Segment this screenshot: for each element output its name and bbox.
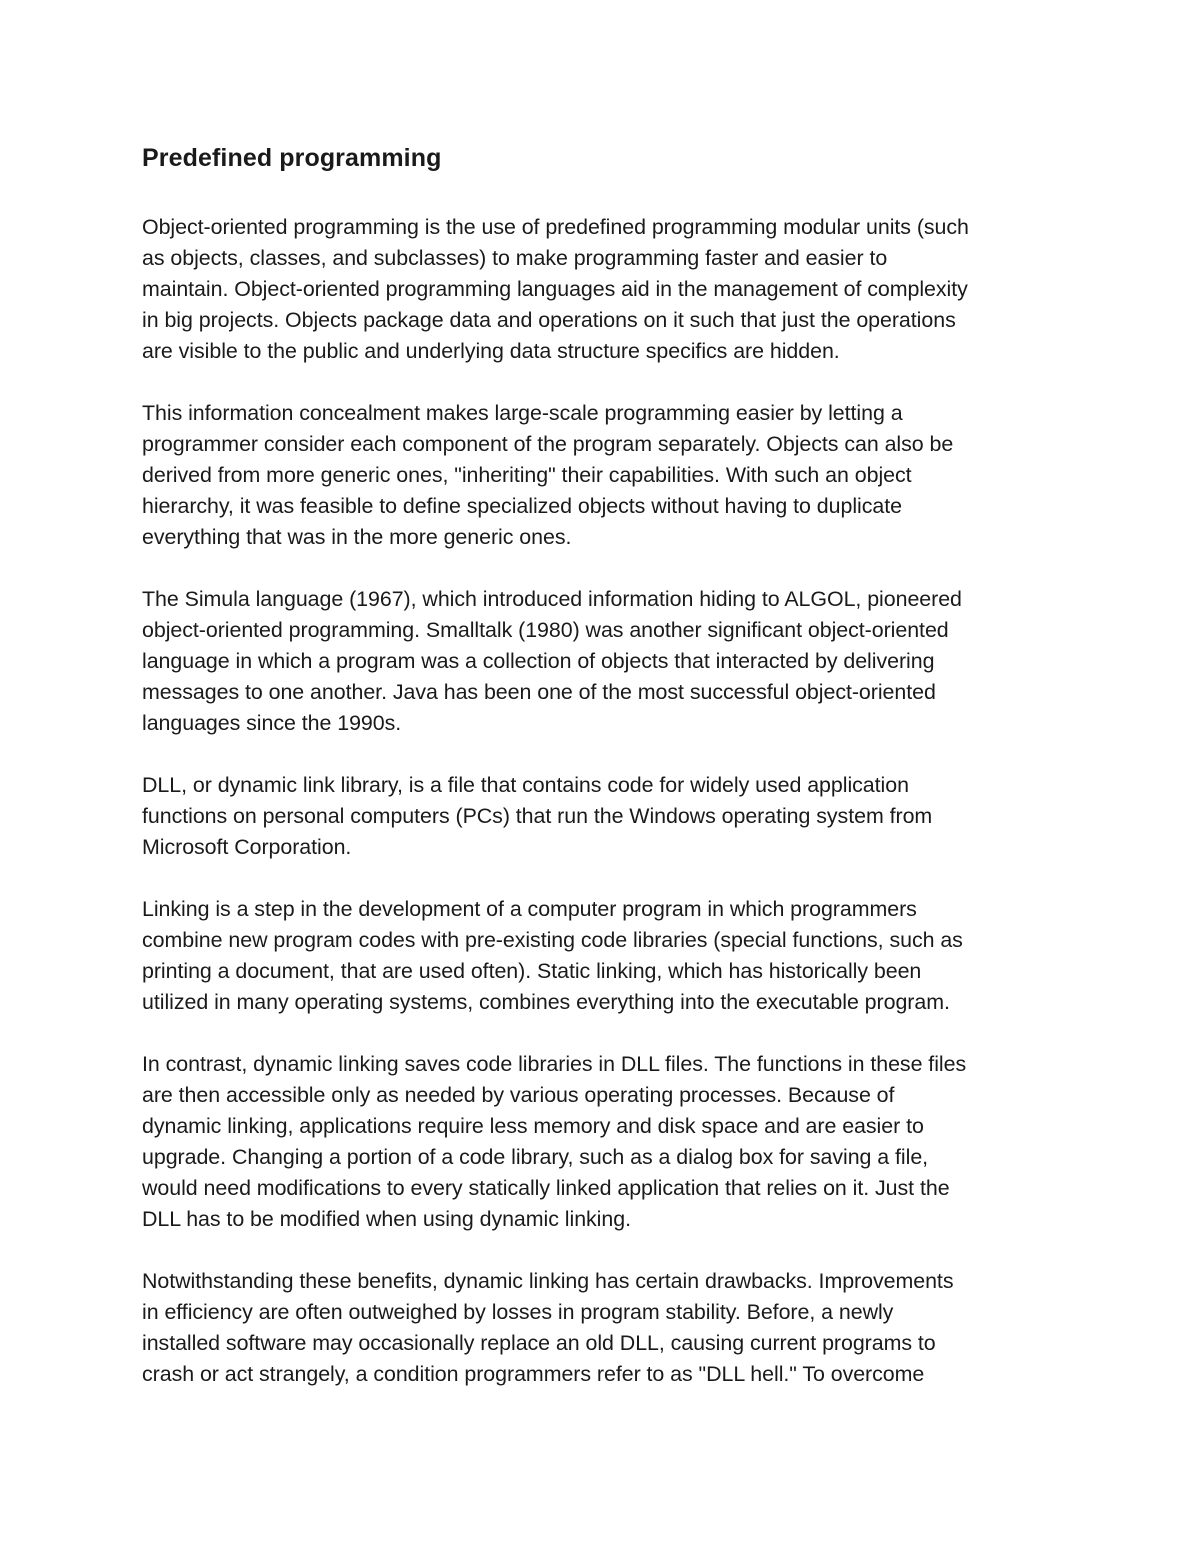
paragraph-dll-definition: DLL, or dynamic link library, is a file that contains code for widely used application functions on personal computers (PCs) that run the Windows operating system from Microsoft Corporation. [142, 773, 933, 859]
paragraph-information-concealment: This information concealment makes large-scale programming easier by letting a programmer consider each component of the program separately. Objects can also be derived from more generic ones, "inheriting" their capabilities. With such an object hierarchy, it was feasible to define specialized objects without having to duplicate everything that was in the more generic ones. [142, 401, 954, 549]
paragraph-linking: Linking is a step in the development of a computer program in which programmers combine new program codes with pre-existing code libraries (special functions, such as printing a document, that are used often). Static linking, which has historically been utilized in many operating systems, combines everything into the executable program. [142, 897, 963, 1014]
paragraph-simula-history: The Simula language (1967), which introduced information hiding to ALGOL, pioneered object-oriented programming. Smalltalk (1980) was another significant object-oriented language in which a program was a collection of objects that interacted by delivering messages to one another. Java has been one of the most successful object-oriented languages since the 1990s. [142, 587, 962, 735]
document-title: Predefined programming [142, 144, 442, 172]
paragraph-oop-definition: Object-oriented programming is the use of predefined programming modular units (such as objects, classes, and subclasses) to make programming faster and easier to maintain. Object-oriented programming languages aid in the management of complexity in big projects. Objects package data and operations on it such that just the operations are visible to the public and underlying data structure specifics are hidden. [142, 215, 969, 363]
document-page [142, 140, 1072, 1390]
paragraph-drawbacks: Notwithstanding these benefits, dynamic linking has certain drawbacks. Improvements in efficiency are often outweighed by losses in program stability. Before, a newly installed software may occasionally replace an old DLL, causing current programs to crash or act strangely, a condition programmers refer to as "DLL hell." To overcome [142, 1269, 954, 1386]
paragraph-dynamic-linking: In contrast, dynamic linking saves code libraries in DLL files. The functions in these files are then accessible only as needed by various operating processes. Because of dynamic linking, applications require less memory and disk space and are easier to upgrade. Changing a portion of a code library, such as a dialog box for saving a file, would need modifications to every statically linked application that relies on it. Just the DLL has to be modified when using dynamic linking. [142, 1052, 967, 1231]
